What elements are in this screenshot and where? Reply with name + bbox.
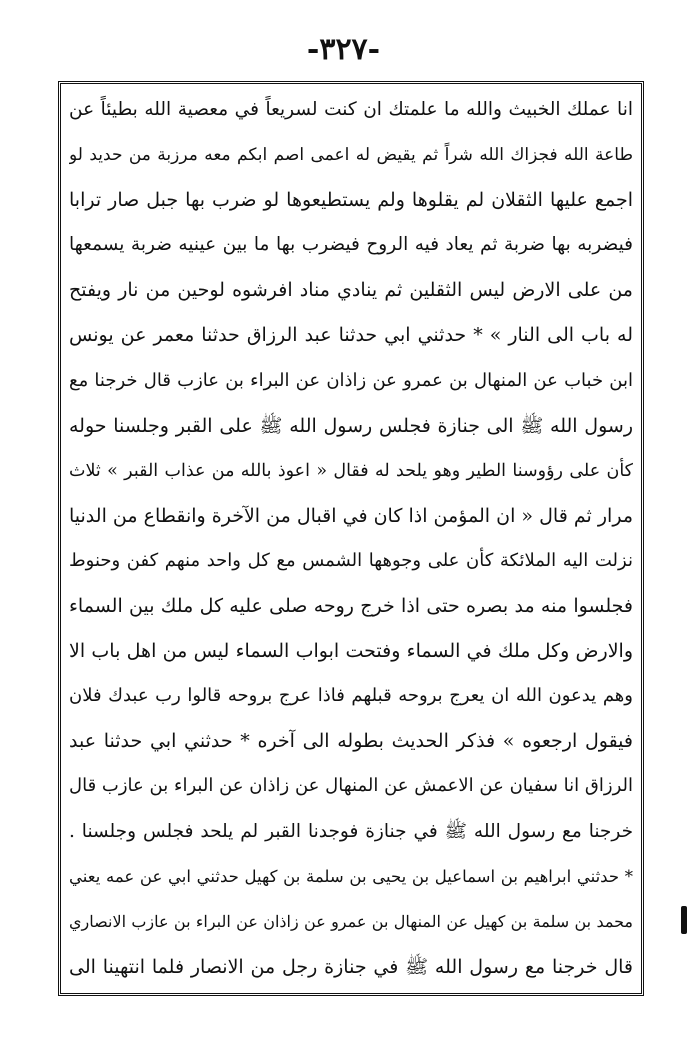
text-line: والارض وكل ملك في السماء وفتحت ابواب السماء ليس من اهل باب الا: [69, 640, 633, 663]
text-line: قال خرجنا مع رسول الله ﷺ في جنازة رجل من الانصار فلما انتهينا الى: [69, 955, 633, 978]
text-line: فجلسوا منه مد بصره حتى اذا خرج روحه صلى عليه كل ملك بين السماء: [69, 595, 633, 618]
text-line: نزلت اليه الملائكة كأن على وجوهها الشمس مع كل واحد منهم كفن وحنوط: [69, 549, 633, 571]
page-number: -٣٢٧-: [306, 32, 381, 67]
text-frame: [58, 81, 644, 996]
text-line: انا عملك الخبيث والله ما علمتك ان كنت لسريعاً في معصية الله بطيئاً عن: [69, 99, 633, 120]
body-text: [69, 90, 633, 987]
text-line: من على الارض ليس الثقلين ثم ينادي مناد افرشوه لوحين من نار ويفتح: [69, 279, 633, 302]
text-line: خرجنا مع رسول الله ﷺ في جنازة فوجدنا القبر لم يلحد فجلس وجلسنا .: [69, 820, 633, 842]
text-line: فيقول ارجعوه » فذكر الحديث بطوله الى آخره * حدثني ابي حدثنا عبد: [69, 730, 633, 753]
text-line: وهم يدعون الله ان يعرج بروحه قبلهم فاذا عرج بروحه قالوا رب عبدك فلان: [69, 685, 633, 707]
text-line: له باب الى النار » * حدثني ابي حدثنا عبد الرزاق حدثنا معمر عن يونس: [69, 324, 633, 347]
text-line: طاعة الله فجزاك الله شراً ثم يقيض له اعمى اصم ابكم معه مرزبة من حديد لو: [69, 145, 633, 166]
text-line: اجمع عليها الثقلان لم يقلوها ولم يستطيعوها لو ضرب بها جبل صار ترابا: [69, 189, 633, 212]
text-line: رسول الله ﷺ الى جنازة فجلس رسول الله ﷺ على القبر وجلسنا حوله: [69, 414, 633, 437]
text-line: فيضربه بها ضربة ثم يعاد فيه الروح فيضرب بها ما بين عينيه ضربة يسمعها: [69, 234, 633, 256]
text-line: ابن خباب عن المنهال بن عمرو عن زاذان عن البراء بن عازب قال خرجنا مع: [69, 369, 633, 391]
text-line: الرزاق انا سفيان عن الاعمش عن المنهال عن زاذان عن البراء بن عازب قال: [69, 775, 633, 797]
text-line: كأن على رؤوسنا الطير وهو يلحد له فقال « اعوذ بالله من عذاب القبر » ثلاث: [69, 460, 633, 481]
text-line: مرار ثم قال « ان المؤمن اذا كان في اقبال من الآخرة وانقطاع من الدنيا: [69, 504, 633, 527]
scan-edge-mark: [681, 906, 687, 934]
text-line: محمد بن سلمة بن كهيل عن المنهال بن عمرو عن زاذان عن البراء بن عازب الانصاري: [69, 911, 633, 931]
text-line: * حدثني ابراهيم بن اسماعيل بن يحيى بن سلمة بن كهيل حدثني ابي عن عمه يعني: [69, 866, 633, 886]
